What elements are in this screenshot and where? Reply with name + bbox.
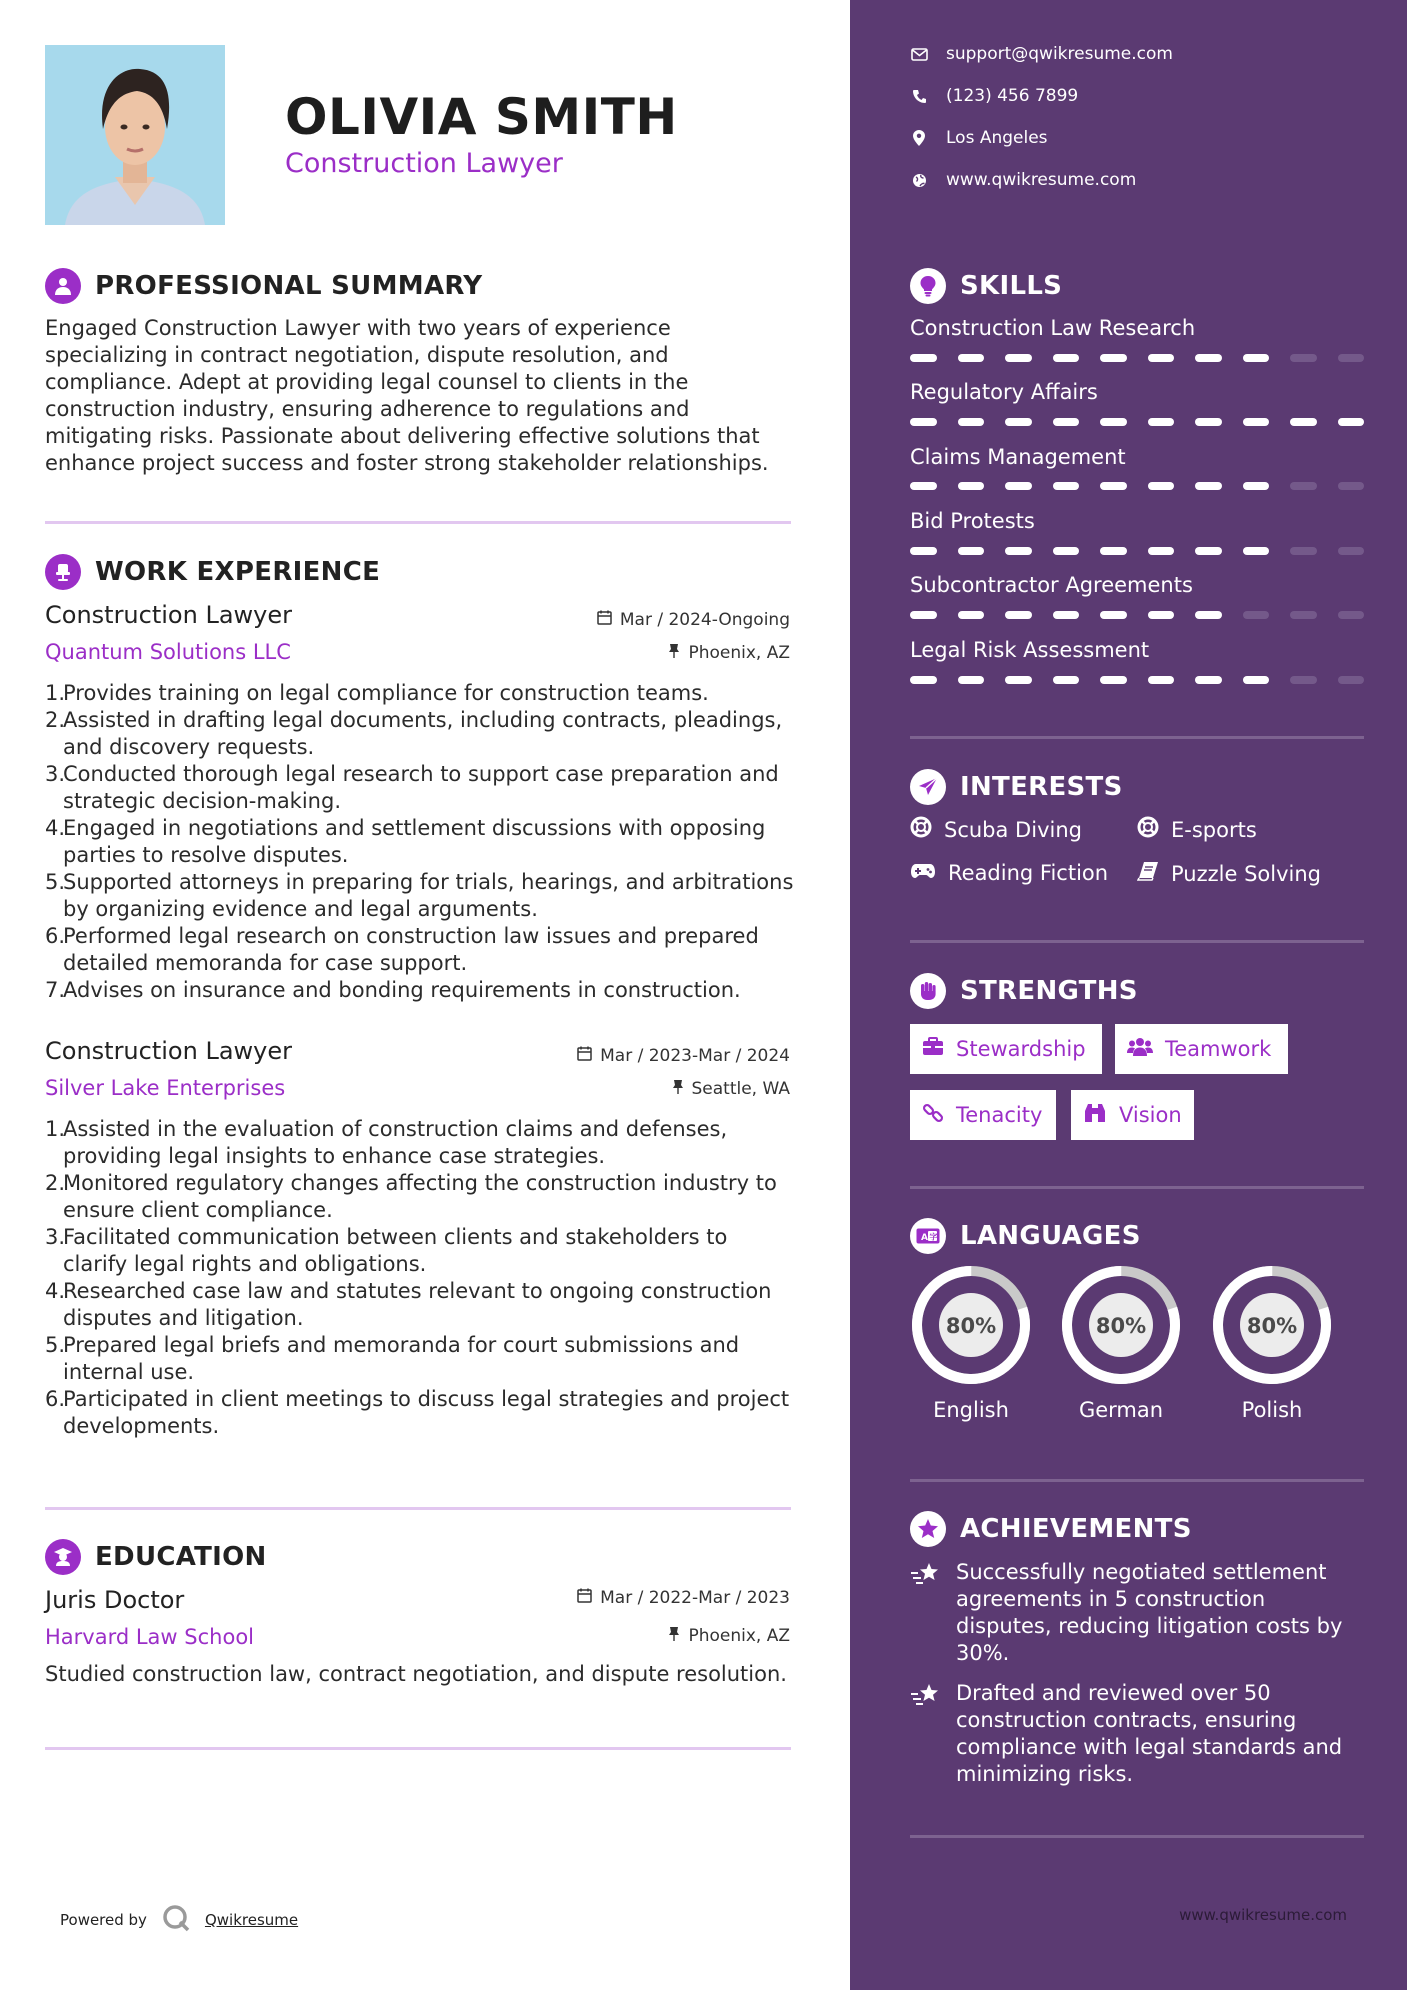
skill-level-bar [910, 611, 1364, 619]
skill-segment [1148, 547, 1175, 555]
skill-segment [1243, 354, 1270, 362]
achievement-line: Successfully negotiated settlement [956, 1560, 1327, 1584]
education-location-text: Phoenix, AZ [688, 1626, 790, 1646]
education-degree: Juris Doctor [45, 1586, 185, 1614]
interest-item [910, 861, 1108, 885]
skill-segment [1338, 676, 1365, 684]
skill-segment [1100, 418, 1127, 426]
profile-photo [45, 45, 225, 225]
skill-segment [1053, 547, 1080, 555]
skill-segment [1148, 611, 1175, 619]
life-ring-icon [1137, 816, 1159, 843]
skill-level-bar [910, 354, 1364, 362]
list-item: 6. Performed legal research on construction law issues and prepared detailed memoranda for case support. [45, 924, 759, 975]
section-title: INTERESTS [960, 772, 1123, 802]
skill-segment [958, 676, 985, 684]
skill-segment [910, 547, 937, 555]
language-percent: 80% [1246, 1314, 1298, 1338]
skill-segment [1100, 611, 1127, 619]
summary-line: specializing in contract negotiation, dispute resolution, and [45, 343, 669, 367]
summary-line: compliance. Adept at providing legal counsel to clients in the [45, 370, 689, 394]
skill-segment [1195, 418, 1222, 426]
skill-level-bar [910, 676, 1364, 684]
achievement-line: disputes, reducing litigation costs by [956, 1614, 1343, 1638]
skill-segment [1195, 611, 1222, 619]
binoculars-icon [1083, 1103, 1107, 1128]
svg-text:A: A [921, 1233, 928, 1243]
language-item [1211, 1264, 1333, 1422]
skill-segment [1338, 418, 1365, 426]
skill-name: Subcontractor Agreements [910, 573, 1193, 597]
skill-segment [1053, 676, 1080, 684]
achievement-line: Drafted and reviewed over 50 [956, 1681, 1271, 1705]
skill-segment [1005, 547, 1032, 555]
lightbulb-icon [910, 268, 946, 304]
list-item: 4. Researched case law and statutes relevant to ongoing construction disputes and litigation. [45, 1279, 772, 1330]
strength-tag [910, 1024, 1102, 1074]
list-item: 6. Participated in client meetings to discuss legal strategies and project developments. [45, 1387, 790, 1438]
skill-segment [1053, 611, 1080, 619]
strength-label: Stewardship [956, 1037, 1086, 1061]
skill-name: Claims Management [910, 445, 1126, 469]
interests-heading [910, 769, 1123, 805]
skill-segment [1195, 354, 1222, 362]
email-text: support@qwikresume.com [946, 44, 1173, 64]
powered-by-label: Powered by [60, 1911, 147, 1929]
skill-name: Construction Law Research [910, 316, 1196, 340]
section-title: SKILLS [960, 271, 1063, 301]
list-item: 4. Engaged in negotiations and settlement discussions with opposing parties to resolve disputes. [45, 816, 766, 867]
job-date-text: Mar / 2024-Ongoing [619, 610, 790, 630]
skill-segment [1243, 482, 1270, 490]
skill-segment [1005, 482, 1032, 490]
skill-segment [910, 676, 937, 684]
skill-segment [1005, 354, 1032, 362]
skill-segment [1148, 418, 1175, 426]
strength-tag [910, 1090, 1056, 1140]
contact-phone[interactable] [910, 86, 1078, 106]
section-title: WORK EXPERIENCE [95, 557, 381, 587]
pin-icon [668, 643, 680, 663]
strength-label: Vision [1119, 1103, 1182, 1127]
phone-text: (123) 456 7899 [946, 86, 1079, 106]
summary-line: mitigating risks. Passionate about delivering effective solutions that [45, 424, 760, 448]
skill-level-bar [910, 418, 1364, 426]
language-name: German [1078, 1398, 1164, 1422]
translate-icon [910, 1218, 946, 1254]
book-icon [1137, 861, 1159, 886]
list-item: 2. Monitored regulatory changes affecting the construction industry to ensure client compliance. [45, 1171, 777, 1222]
globe-icon [910, 171, 928, 189]
calendar-icon [597, 610, 612, 630]
strengths-heading [910, 973, 1138, 1009]
skill-segment [910, 611, 937, 619]
language-name: Polish [1241, 1398, 1303, 1422]
skill-segment [1100, 547, 1127, 555]
section-title: EDUCATION [95, 1542, 267, 1572]
section-divider [910, 1835, 1364, 1838]
job-date [597, 610, 790, 630]
briefcase-icon [922, 1037, 944, 1061]
qwikresume-logo-icon [161, 1903, 191, 1937]
website-text: www.qwikresume.com [946, 170, 1137, 190]
achievement-line: minimizing risks. [956, 1762, 1134, 1786]
language-ring [910, 1264, 1032, 1386]
list-item: 3. Conducted thorough legal research to support case preparation and strategic decision-making. [45, 762, 779, 813]
list-item: 1. Provides training on legal compliance for construction teams. [45, 681, 709, 705]
skill-segment [1290, 354, 1317, 362]
summary-line: enhance project success and foster strong stakeholder relationships. [45, 451, 769, 475]
education-school: Harvard Law School [45, 1625, 254, 1649]
skill-segment [958, 482, 985, 490]
skill-segment [1195, 482, 1222, 490]
job-location [672, 1079, 791, 1099]
summary-text [45, 315, 795, 477]
link-icon [922, 1102, 944, 1129]
section-divider [910, 940, 1364, 943]
skill-segment [1148, 354, 1175, 362]
achievement-line: construction contracts, ensuring [956, 1708, 1297, 1732]
section-divider [45, 521, 791, 524]
languages-heading [910, 1218, 1141, 1254]
skill-segment [1290, 611, 1317, 619]
fist-icon [910, 973, 946, 1009]
list-item: 3. Facilitated communication between clients and stakeholders to clarify legal rights and obligations. [45, 1225, 728, 1276]
skill-segment [1338, 611, 1365, 619]
skill-segment [1100, 354, 1127, 362]
contact-website[interactable] [910, 170, 1136, 190]
interest-item [1137, 861, 1321, 886]
job-title: Construction Lawyer [45, 601, 292, 629]
envelope-icon [910, 45, 928, 63]
skill-segment [1148, 676, 1175, 684]
star-icon [910, 1511, 946, 1547]
skills-heading [910, 268, 1062, 304]
candidate-name: OLIVIA SMITH [285, 88, 678, 146]
skill-segment [1290, 676, 1317, 684]
achievements-heading [910, 1511, 1192, 1547]
skill-segment [1338, 547, 1365, 555]
skill-segment [1290, 547, 1317, 555]
education-date [577, 1588, 790, 1608]
skill-segment [1338, 482, 1365, 490]
language-item [1060, 1264, 1182, 1422]
pin-icon [668, 1626, 680, 1646]
job-title: Construction Lawyer [45, 1037, 292, 1065]
interest-label: Reading Fiction [948, 861, 1109, 885]
skill-segment [958, 547, 985, 555]
experience-heading [45, 554, 380, 590]
job-duties [45, 1116, 795, 1440]
job-company: Silver Lake Enterprises [45, 1076, 286, 1100]
achievement-line: agreements in 5 construction [956, 1587, 1266, 1611]
skill-segment [1100, 676, 1127, 684]
graduate-icon [45, 1539, 81, 1575]
pin-icon [672, 1079, 684, 1099]
achievement-line: compliance with legal standards and [956, 1735, 1343, 1759]
location-text: Los Angeles [946, 128, 1048, 148]
summary-line: Engaged Construction Lawyer with two years of experience [45, 316, 671, 340]
skill-level-bar [910, 547, 1364, 555]
list-item: 5. Supported attorneys in preparing for trials, hearings, and arbitrations by organizing evidence and legal arguments. [45, 870, 794, 921]
users-icon [1127, 1037, 1153, 1062]
language-item [910, 1264, 1032, 1422]
contact-email[interactable] [910, 44, 1173, 64]
skill-segment [958, 418, 985, 426]
chair-icon [45, 554, 81, 590]
language-percent: 80% [1095, 1314, 1147, 1338]
skill-name: Bid Protests [910, 509, 1035, 533]
education-location [668, 1626, 790, 1646]
skill-segment [958, 354, 985, 362]
achievement-item [910, 1559, 1364, 1667]
powered-by [60, 1903, 298, 1937]
job-location-text: Phoenix, AZ [688, 643, 790, 663]
skill-segment [1100, 482, 1127, 490]
job-company: Quantum Solutions LLC [45, 640, 291, 664]
skill-segment [1053, 418, 1080, 426]
skill-segment [1005, 611, 1032, 619]
section-divider [910, 1186, 1364, 1189]
job-duties [45, 680, 795, 1004]
skill-name: Regulatory Affairs [910, 380, 1098, 404]
section-divider [45, 1507, 791, 1510]
education-description: Studied construction law, contract negotiation, and dispute resolution. [45, 1662, 787, 1686]
qwikresume-link[interactable]: Qwikresume [204, 1911, 299, 1929]
strength-tag [1071, 1090, 1194, 1140]
person-icon [45, 268, 81, 304]
list-item: 2. Assisted in drafting legal documents, including contracts, pleadings, and discovery requests. [45, 708, 783, 759]
language-name: English [933, 1398, 1009, 1422]
calendar-icon [577, 1588, 592, 1608]
education-heading [45, 1539, 267, 1575]
skill-segment [1290, 418, 1317, 426]
svg-text:字: 字 [929, 1232, 938, 1242]
phone-icon [910, 87, 928, 105]
shooting-star-icon [910, 1559, 942, 1667]
skill-segment [1148, 482, 1175, 490]
skill-segment [1053, 354, 1080, 362]
interest-label: E-sports [1171, 817, 1257, 842]
footer-url[interactable]: www.qwikresume.com [1179, 1906, 1347, 1924]
calendar-icon [577, 1046, 592, 1066]
life-ring-icon [910, 816, 932, 843]
achievement-line: 30%. [956, 1641, 1010, 1665]
skill-segment [910, 482, 937, 490]
section-title: ACHIEVEMENTS [960, 1514, 1192, 1544]
summary-line: construction industry, ensuring adherence to regulations and [45, 397, 690, 421]
skill-segment [1243, 418, 1270, 426]
skill-segment [1195, 676, 1222, 684]
strength-tag [1115, 1024, 1288, 1074]
list-item: 7. Advises on insurance and bonding requirements in construction. [45, 978, 741, 1002]
section-divider [910, 736, 1364, 739]
skill-segment [1243, 676, 1270, 684]
job-date-text: Mar / 2023-Mar / 2024 [600, 1046, 790, 1066]
achievement-item [910, 1680, 1364, 1788]
skill-segment [1290, 482, 1317, 490]
interest-item [910, 816, 1082, 843]
language-ring [1211, 1264, 1333, 1386]
interest-item [1137, 816, 1257, 843]
skill-segment [1243, 547, 1270, 555]
skill-name: Legal Risk Assessment [910, 638, 1150, 662]
skill-segment [958, 611, 985, 619]
section-divider [45, 1747, 791, 1750]
job-location-text: Seattle, WA [691, 1079, 790, 1099]
section-title: PROFESSIONAL SUMMARY [95, 271, 483, 301]
section-title: LANGUAGES [960, 1221, 1141, 1251]
contact-location [910, 128, 1048, 148]
summary-heading [45, 268, 482, 304]
candidate-role: Construction Lawyer [285, 148, 563, 179]
skill-segment [1005, 676, 1032, 684]
education-date-text: Mar / 2022-Mar / 2023 [600, 1588, 790, 1608]
skill-segment [1005, 418, 1032, 426]
skill-level-bar [910, 482, 1364, 490]
map-marker-icon [910, 129, 928, 147]
paper-plane-icon [910, 769, 946, 805]
language-ring [1060, 1264, 1182, 1386]
interest-label: Scuba Diving [944, 817, 1082, 842]
list-item: 5. Prepared legal briefs and memoranda for court submissions and internal use. [45, 1333, 740, 1384]
skill-segment [910, 354, 937, 362]
skill-segment [910, 418, 937, 426]
job-date [577, 1046, 790, 1066]
gamepad-icon [910, 861, 936, 885]
strength-label: Teamwork [1165, 1037, 1272, 1061]
skill-segment [1338, 354, 1365, 362]
list-item: 1. Assisted in the evaluation of construction claims and defenses, providing legal insights to enhance case strategies. [45, 1117, 728, 1168]
section-title: STRENGTHS [960, 976, 1138, 1006]
skill-segment [1243, 611, 1270, 619]
skill-segment [1195, 547, 1222, 555]
language-percent: 80% [945, 1314, 997, 1338]
skill-segment [1053, 482, 1080, 490]
section-divider [910, 1479, 1364, 1482]
strength-label: Tenacity [956, 1103, 1043, 1127]
interest-label: Puzzle Solving [1171, 861, 1321, 886]
shooting-star-icon [910, 1680, 942, 1788]
job-location [668, 643, 790, 663]
